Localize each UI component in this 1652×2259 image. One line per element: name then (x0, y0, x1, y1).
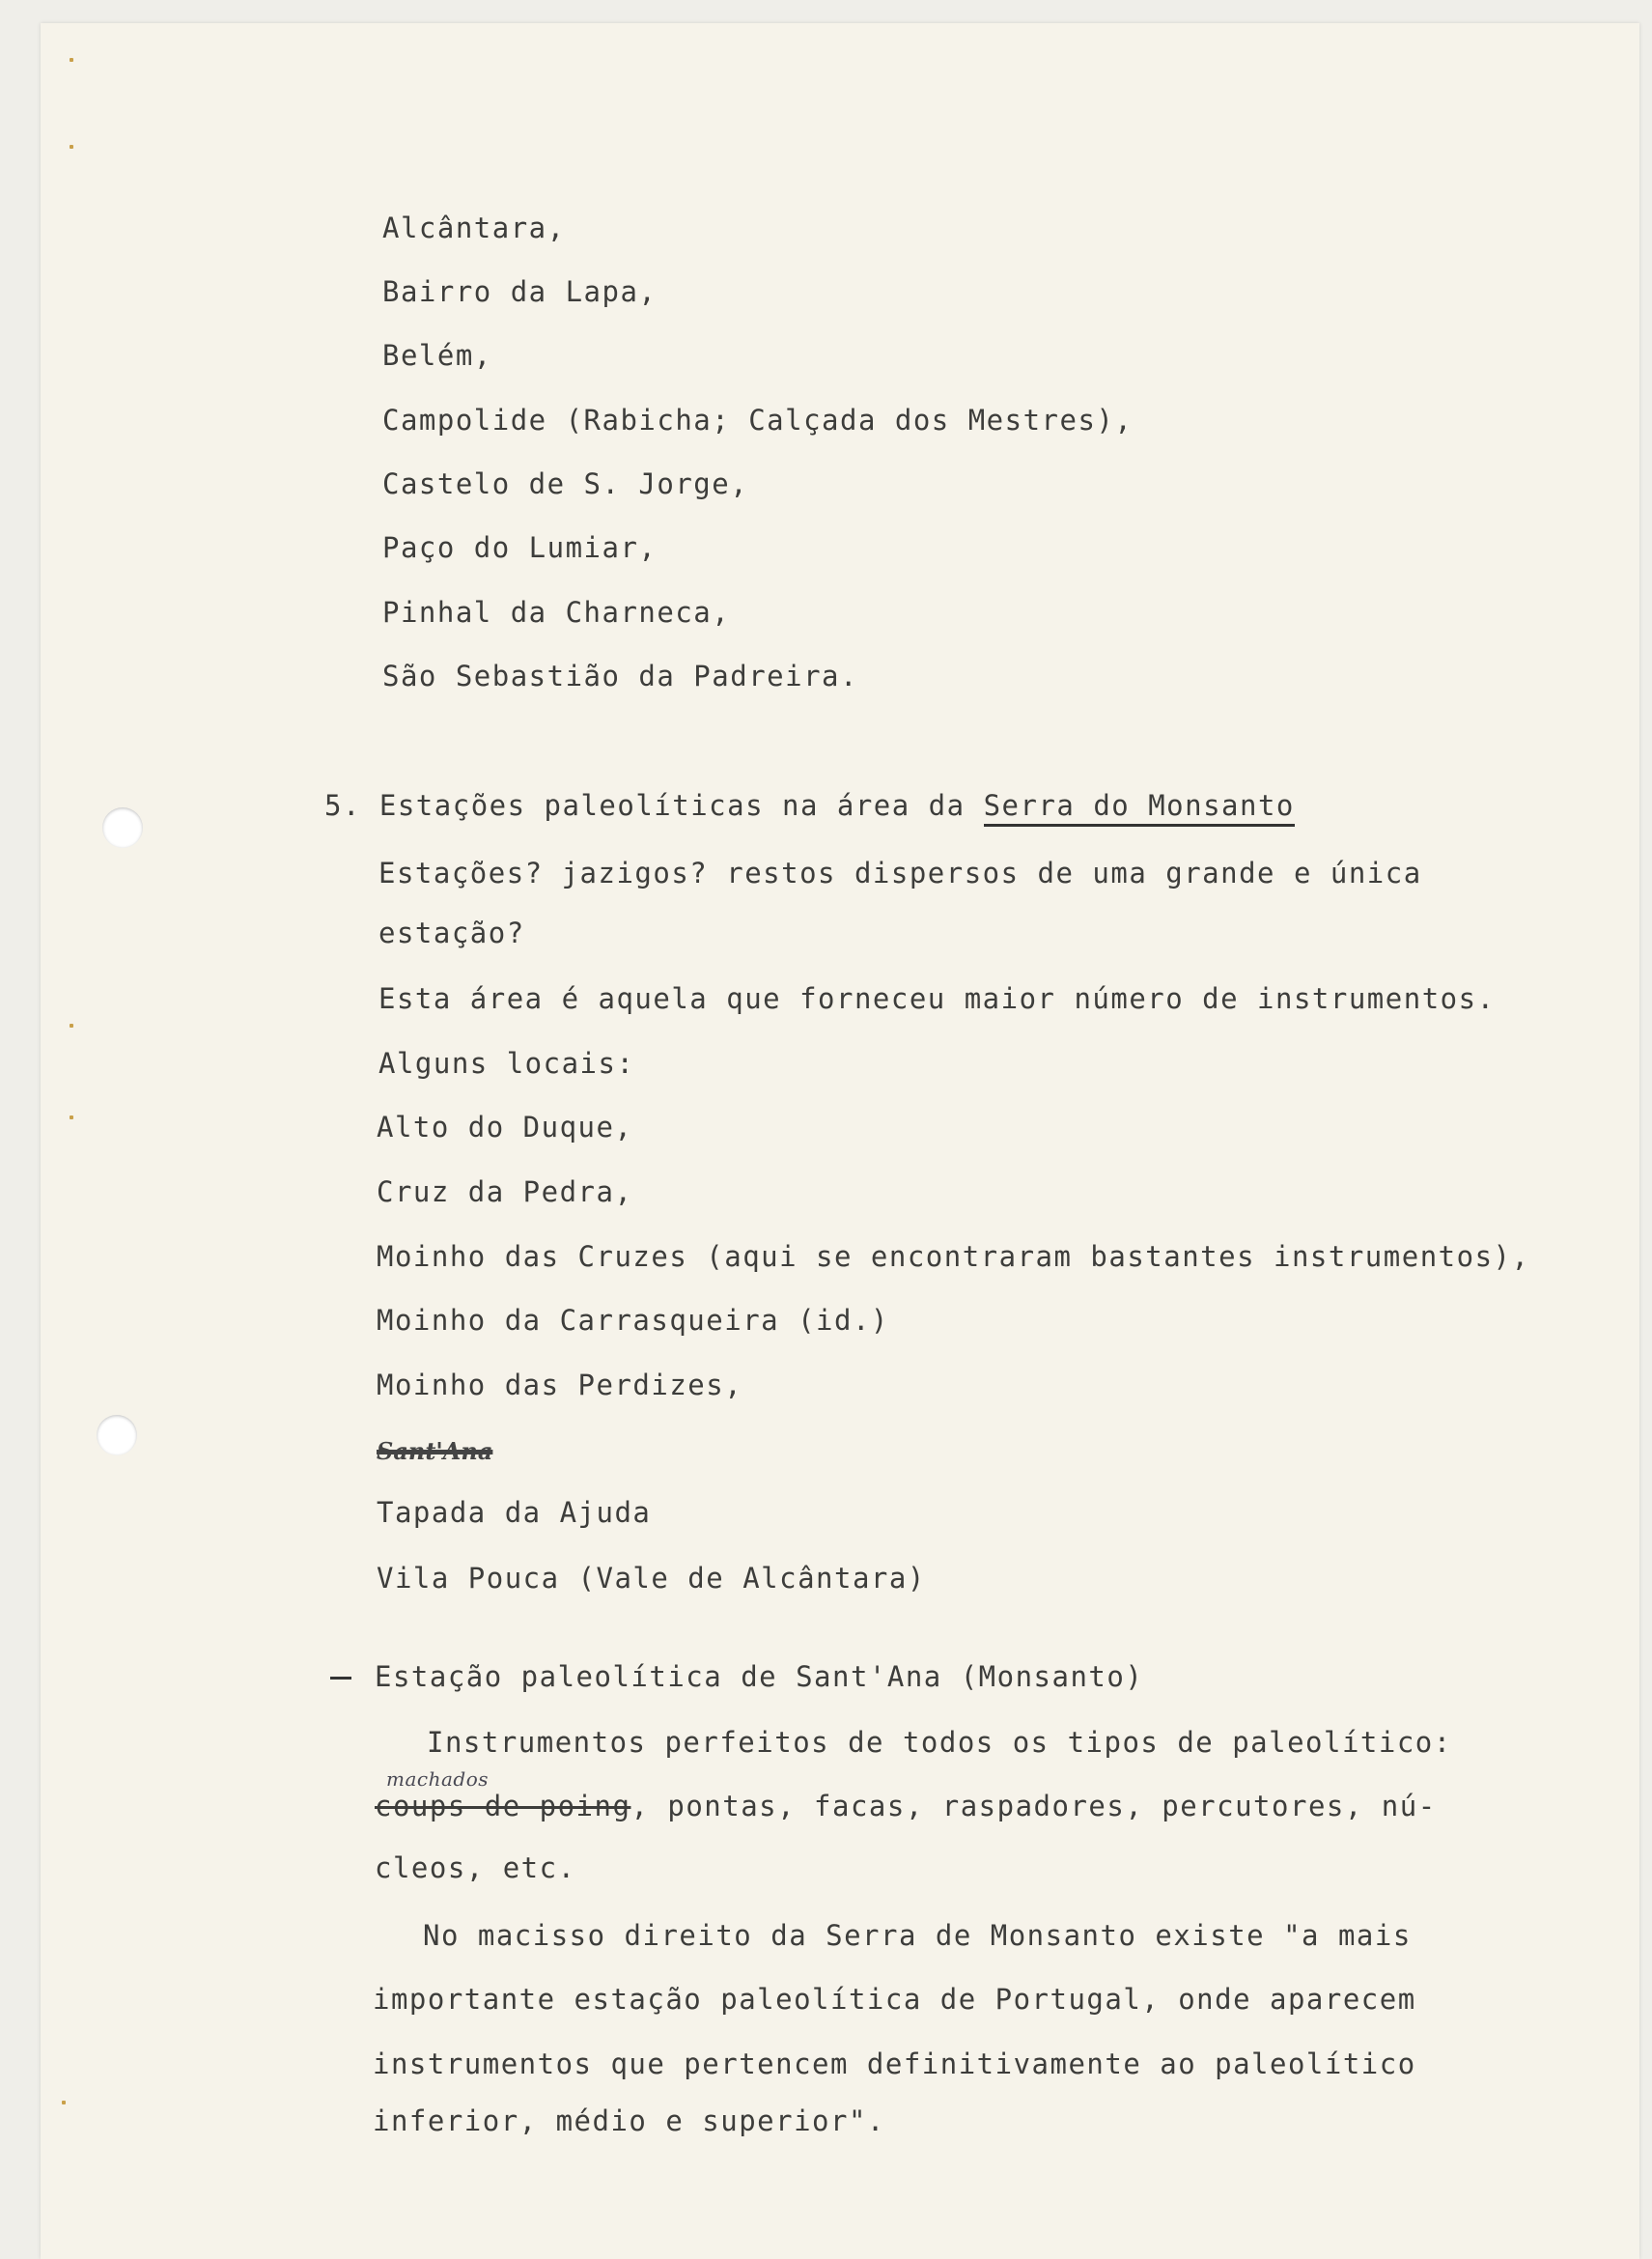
punch-hole-top (102, 807, 143, 848)
paragraph-line: instrumentos que pertencem definitivamente ao paleolítico (373, 2047, 1416, 2080)
paragraph-line: inferior, médio e superior". (373, 2104, 885, 2137)
paragraph-line: Instrumentos perfeitos de todos os tipos de paleolítico: (427, 1726, 1452, 1759)
paragraph-line: estação? (378, 917, 525, 949)
handwritten-correction: machados (386, 1767, 490, 1791)
margin-mark (62, 2101, 66, 2104)
section-heading-text: Estações paleolíticas na área da (378, 789, 984, 822)
list-item: Moinho das Perdizes, (377, 1369, 743, 1401)
paragraph-line: No macisso direito da Serra de Monsanto existe "a mais (423, 1919, 1412, 1952)
dash-bullet (330, 1677, 351, 1680)
punch-hole-bottom (97, 1415, 137, 1455)
margin-mark (70, 58, 73, 62)
section-heading-underlined: Serra do Monsanto (984, 789, 1295, 827)
paragraph-line: importante estação paleolítica de Portugal, onde aparecem (373, 1983, 1416, 2016)
list-item: Campolide (Rabicha; Calçada dos Mestres), (382, 404, 1134, 437)
list-item: Vila Pouca (Vale de Alcântara) (377, 1562, 926, 1595)
list-item: Tapada da Ajuda (377, 1496, 652, 1529)
paragraph-line (375, 1790, 1437, 1822)
paragraph-line: Esta área é aquela que forneceu maior número de instrumentos. (378, 982, 1496, 1015)
paragraph-line-rest: , pontas, facas, raspadores, percutores, nú- (630, 1790, 1437, 1822)
list-item: Moinho das Cruzes (aqui se encontraram bastantes instrumentos), (377, 1240, 1530, 1273)
list-item: Moinho da Carrasqueira (id.) (377, 1304, 889, 1337)
section-heading (324, 789, 1295, 822)
margin-mark (70, 1115, 73, 1119)
margin-mark (70, 1024, 73, 1028)
struck-out-text: coups-de-poing (375, 1790, 631, 1822)
margin-mark (70, 145, 73, 149)
list-item: Pinhal da Charneca, (382, 596, 731, 629)
struck-out-word: Sant'Ana (377, 1437, 493, 1465)
list-item: São Sebastião da Padreira. (382, 660, 858, 692)
subsection-heading: Estação paleolítica de Sant'Ana (Monsanto) (375, 1660, 1144, 1693)
paragraph-line: Alguns locais: (378, 1047, 635, 1080)
list-item: Cruz da Pedra, (377, 1175, 633, 1208)
paragraph-line: cleos, etc. (375, 1851, 576, 1884)
paragraph-line: Estações? jazigos? restos dispersos de uma grande e única (378, 857, 1422, 889)
list-item: Paço do Lumiar, (382, 531, 658, 564)
list-item: Alto do Duque, (377, 1111, 633, 1144)
list-item: Alcântara, (382, 212, 566, 244)
list-item: Castelo de S. Jorge, (382, 467, 749, 500)
list-item: Bairro da Lapa, (382, 275, 658, 308)
list-item: Belém, (382, 339, 492, 372)
section-number: 5. (324, 789, 361, 822)
